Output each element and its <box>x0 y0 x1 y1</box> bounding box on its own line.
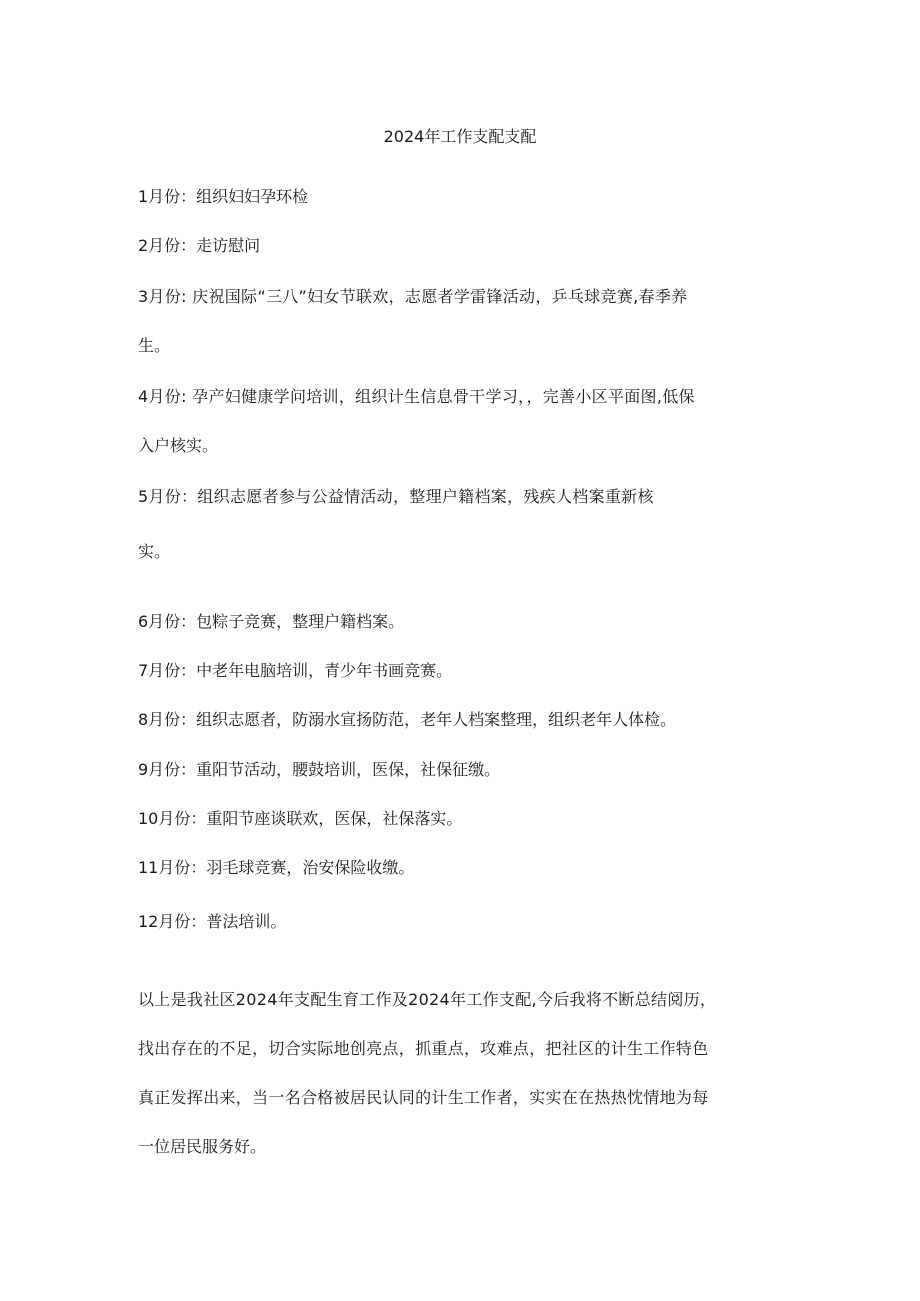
plan-item-month-3: 3月份: 庆祝国际“三八”妇女节联欢，志愿者学雷锋活动，乒乓球竞赛,春季养 <box>138 287 688 306</box>
plan-item-month-8: 8月份：组织志愿者，防溺水宣扬防范，老年人档案整理，组织老年人体检。 <box>138 710 677 729</box>
plan-item-month-7: 7月份：中老年电脑培训，青少年书画竞赛。 <box>138 661 453 680</box>
conclusion-line-3: 真正发挥出来，当一名合格被居民认同的计生工作者，实实在在热热忱情地为每 <box>138 1088 709 1107</box>
plan-item-month-9: 9月份：重阳节活动，腰鼓培训，医保，社保征缴。 <box>138 760 501 779</box>
plan-item-month-5-continued: 实。 <box>138 542 171 561</box>
plan-item-month-12: 12月份：普法培训。 <box>138 912 287 931</box>
plan-item-month-4: 4月份: 孕产妇健康学问培训，组织计生信息骨干学习，，完善小区平面图,低保 <box>138 387 695 406</box>
conclusion-line-4: 一位居民服务好。 <box>138 1137 267 1156</box>
document-title: 2024年工作支配支配 <box>383 127 537 146</box>
plan-item-month-5: 5月份：组织志愿者参与公益情活动，整理户籍档案，残疾人档案重新核 <box>138 487 654 506</box>
plan-item-month-11: 11月份：羽毛球竞赛，治安保险收缴。 <box>138 858 415 877</box>
plan-item-month-3-continued: 生。 <box>138 336 171 355</box>
plan-item-month-1: 1月份：组织妇妇孕环检 <box>138 187 309 206</box>
plan-item-month-4-continued: 入户核实。 <box>138 436 219 455</box>
plan-item-month-6: 6月份：包粽子竞赛，整理户籍档案。 <box>138 612 405 631</box>
conclusion-line-1: 以上是我社区2024年支配生育工作及2024年工作支配,今后我将不断总结阅历， <box>138 990 717 1009</box>
conclusion-line-2: 找出存在的不足，切合实际地创亮点，抓重点，攻难点，把社区的计生工作特色 <box>138 1039 709 1058</box>
plan-item-month-10: 10月份：重阳节座谈联欢，医保，社保落实。 <box>138 809 463 828</box>
plan-item-month-2: 2月份：走访慰问 <box>138 236 261 255</box>
